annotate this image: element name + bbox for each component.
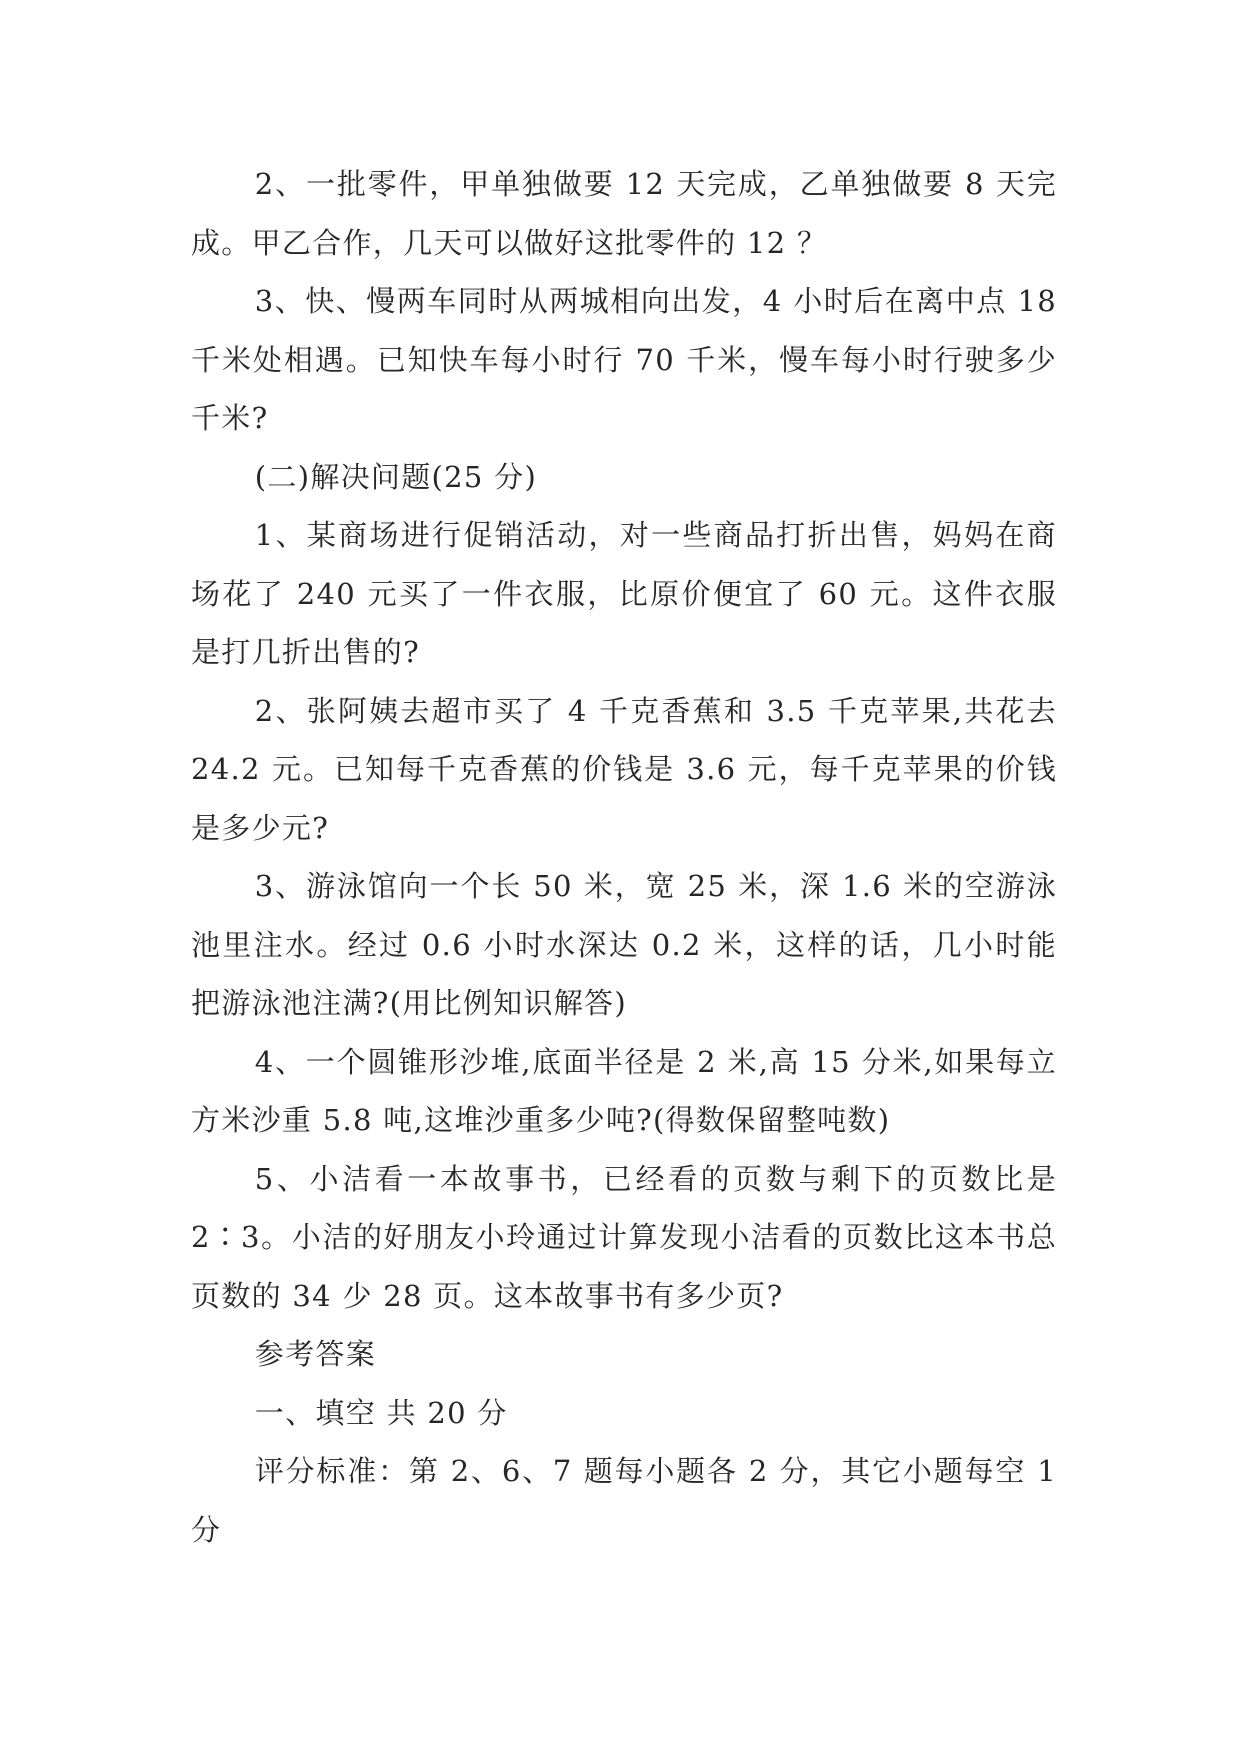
question-storybook-pages: 5、小洁看一本故事书，已经看的页数与剩下的页数比是 2∶3。小洁的好朋友小玲通过计算发现小洁看的页数比这本书总页数的 34 少 28 页。这本故事书有多少页? xyxy=(191,1161,1057,1313)
answer-section-fill-blank: 一、填空 共 20 分 xyxy=(254,1395,508,1430)
answer-key-heading: 参考答案 xyxy=(254,1337,376,1371)
question-swimming-pool: 3、游泳馆向一个长 50 米，宽 25 米，深 1.6 米的空游泳池里注水。经过 0.6 小时水深达 0.2 米，这样的话，几小时能把游泳池注满?(用比例知识解答) xyxy=(191,869,1057,1020)
question-fruit-price: 2、张阿姨去超市买了 4 千克香蕉和 3.5 千克苹果,共花去 24.2 元。已知每千克香蕉的价钱是 3.6 元，每千克苹果的价钱是多少元? xyxy=(191,693,1057,845)
question-discount-clothes: 1、某商场进行促销活动，对一些商品打折出售，妈妈在商场花了 240 元买了一件衣服，比原价便宜了 60 元。这件衣服是打几折出售的? xyxy=(191,518,1057,669)
question-sand-cone: 4、一个圆锥形沙堆,底面半径是 2 米,高 15 分米,如果每立方米沙重 5.8 吨,这堆沙重多少吨?(得数保留整吨数) xyxy=(191,1044,1057,1137)
section-heading-solve-problems: (二)解决问题(25 分) xyxy=(254,459,538,494)
scoring-criteria: 评分标准：第 2、6、7 题每小题各 2 分，其它小题每空 1 分 xyxy=(191,1454,1057,1547)
question-two-cars: 3、快、慢两车同时从两城相向出发，4 小时后在离中点 18 千米处相遇。已知快车每小时行 70 千米，慢车每小时行驶多少千米? xyxy=(191,284,1057,435)
document-body xyxy=(191,155,1057,1559)
question-parts-fraction: 2、一批零件，甲单独做要 12 天完成，乙单独做要 8 天完成。甲乙合作，几天可以做好这批零件的 12 ？ xyxy=(191,167,1057,260)
